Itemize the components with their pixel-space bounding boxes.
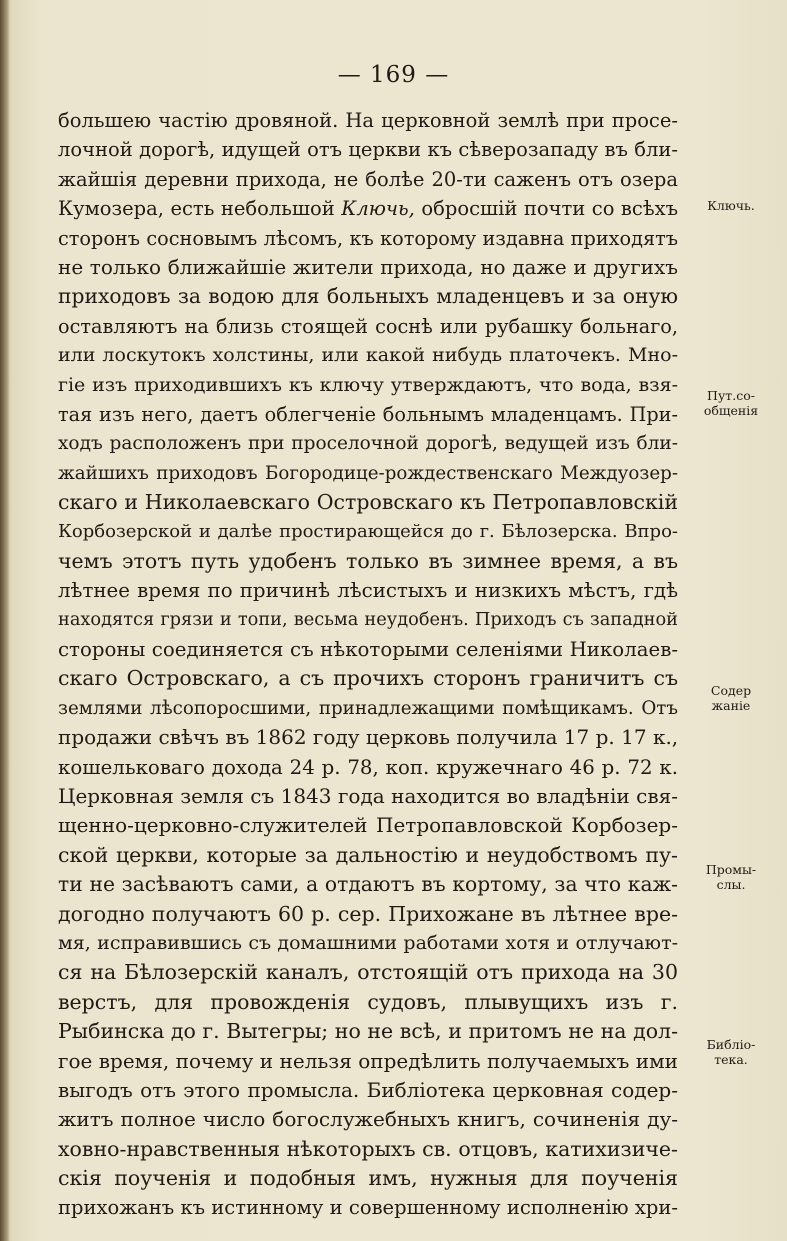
margin-note-puti-soobshcheniya [680,388,782,418]
text-line: продажи свѣчъ въ 1862 году церковь получила 17 р. 17 к., [58,725,679,750]
text-line: выгодъ отъ этого промысла. Библiотека церковная содер- [58,1077,678,1102]
body-text [58,106,678,1223]
margin-note-line: жанiе [711,698,751,713]
text-line: Кумозера, есть небольшой Ключь, обросшiй почти со всѣхъ [58,197,678,221]
text-line: Рыбинска до г. Вытегры; но не всѣ, и притомъ не на дол- [58,1019,678,1044]
page-number: — 169 — [337,62,450,88]
text-line: ти не засѣваютъ сами, а отдаютъ въ кортому, за что каж- [58,872,678,897]
text-line: жайшiя деревни прихода, не болѣе 20-ти саженъ отъ озера [58,167,678,191]
text-line: лѣтнее время по причинѣ лѣсистыхъ и низкихъ мѣстъ, гдѣ [58,579,678,603]
italic-word: Ключь, [341,197,415,221]
text-line: стороны соединяется съ нѣкоторыми селенiями Николаев- [58,638,678,662]
margin-note-line: Содер [710,683,752,698]
margin-note-line: тека. [714,1052,748,1067]
text-line: или лоскутокъ холстины, или какой нибудь платочекъ. Мно- [58,344,678,367]
margin-note-biblioteka [680,1037,782,1067]
margin-note-promysly [680,862,782,892]
text-line: Церковная земля съ 1843 года находится во владѣнiи свя- [58,783,678,808]
text-line: гое время, почему и нельзя опредѣлить получаемыхъ ими [58,1048,678,1073]
book-binding-edge [0,0,10,1241]
text-line: жайшихъ приходовъ Богородице-рождественскаго Междуозер- [58,462,678,484]
text-line: тая изъ него, даетъ облегченiе больнымъ младенцамъ. При- [58,402,678,426]
margin-note-soderzhanie [680,683,782,713]
margin-note-line: Пут.со- [707,388,755,403]
text-line: ходъ расположенъ при проселочной дорогѣ, ведущей изъ бли- [58,433,678,455]
text-line: скаго Островскаго, а съ прочихъ сторонъ граничитъ съ [58,666,678,691]
text-line: находятся грязи и топи, весьма неудобенъ. Приходъ съ западной [58,609,678,630]
margin-note-klyuch [680,198,782,213]
text-line: щенно-церковно-служителей Петропавловской Корбозер- [58,813,678,838]
text-line: верстъ, для провожденiя судовъ, плывущихъ изъ г. [58,989,678,1014]
text-line: ховно-нравственныя нѣкоторыхъ св. отцовъ, катихизиче- [58,1136,678,1161]
text-line: скiя поученiя и подобныя имъ, нужныя для поученiя [58,1166,678,1191]
text-line: прихожанъ къ истинному и совершенному исполненiю хри- [58,1196,678,1220]
margin-note-line: Библiо- [706,1037,756,1052]
margin-note-line: слы. [716,877,746,892]
text-line: приходовъ за водою для больныхъ младенцевъ и за оную [58,284,678,309]
text-line: догодно получаютъ 60 р. сер. Прихожане въ лѣтнее вре- [58,901,678,926]
margin-note-line: Ключь. [707,198,755,213]
text-line: мя, исправившись съ домашними работами хотя и отлучают- [58,931,678,954]
text-line: кошельковаго дохода 24 р. 78, коп. кружечнаго 46 р. 72 к. [58,755,678,779]
text-line: Корбозерской и далѣе простирающейся до г. Бѣлозерска. Впро- [58,521,678,543]
text-line: чемъ этотъ путь удобенъ только въ зимнее время, а въ [58,548,678,573]
text-line: ской церкви, которые за дальностiю и неудобствомъ пу- [58,842,678,867]
text-line: не только ближайшiе жители прихода, но даже и другихъ [58,254,678,279]
text-line: ся на Бѣлозерскiй каналъ, отстоящiй отъ прихода на 30 [58,960,678,985]
margin-note-line: общенiя [703,403,759,418]
text-line: землями лѣсопоросшими, принадлежащими помѣщикамъ. Отъ [58,697,678,719]
text-line: житъ полное число богослужебныхъ книгъ, сочиненiя ду- [58,1107,678,1132]
text-line: большею частiю дровяной. На церковной землѣ при просе- [58,109,678,132]
text-line: сторонъ сосновымъ лѣсомъ, къ которому издавна приходятъ [58,226,678,250]
text-line: гiе изъ приходившихъ къ ключу утверждаютъ, что вода, взя- [58,373,678,396]
text-line: лочной дорогѣ, идущей отъ церкви къ сѣверозападу въ бли- [58,138,678,162]
text-line: скаго и Николаевскаго Островскаго къ Петропавловскiй [58,490,678,515]
text-line: оставляютъ на близь стоящей соснѣ или рубашку больнаго, [58,314,678,338]
margin-note-line: Промы- [705,862,757,877]
